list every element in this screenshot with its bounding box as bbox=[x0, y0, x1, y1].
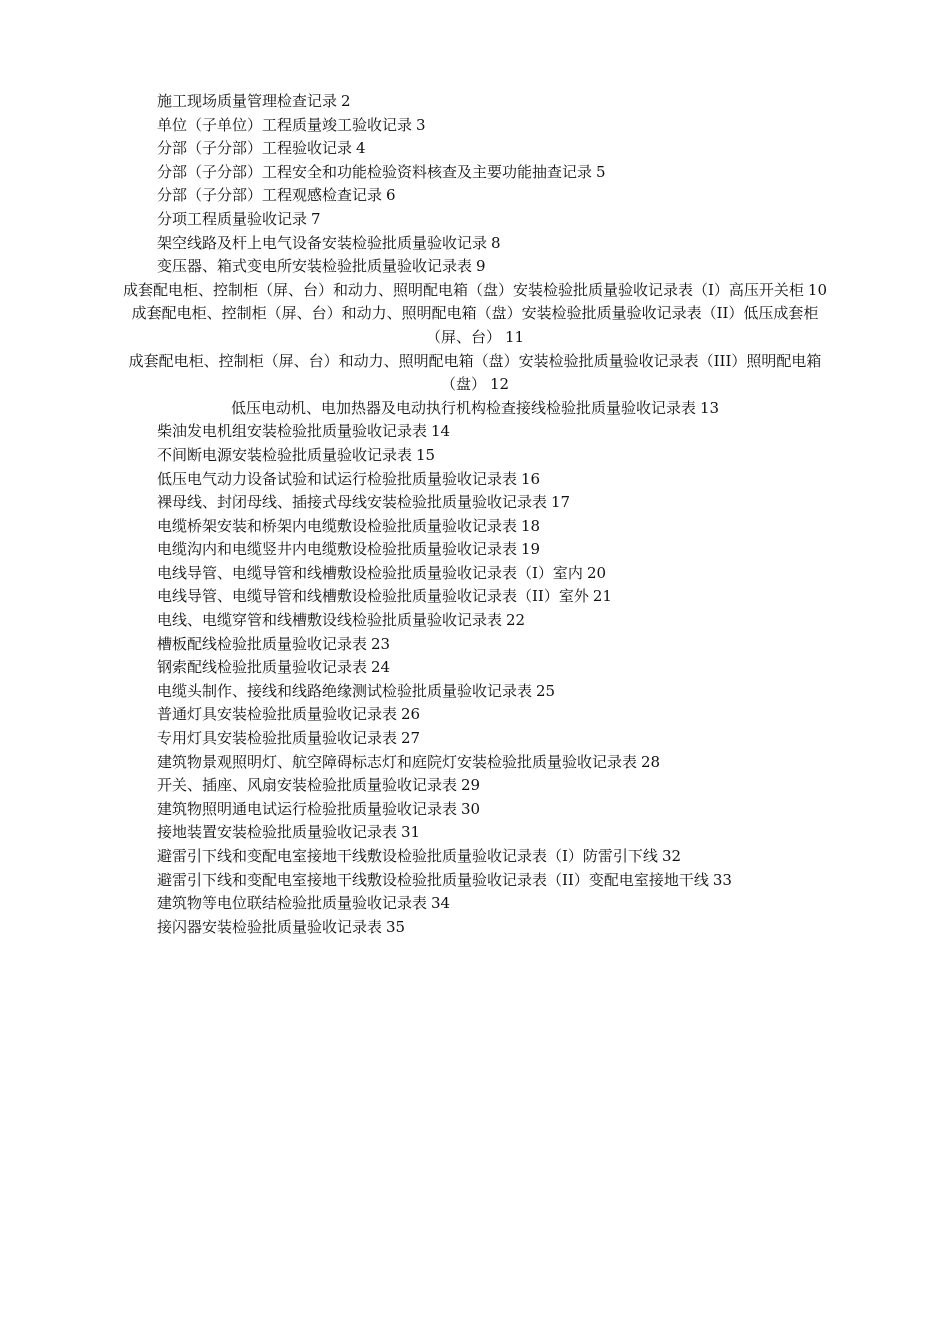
table-of-contents bbox=[0, 90, 950, 939]
toc-entry-page-number: 15 bbox=[416, 445, 436, 464]
toc-entry-title: 低压电动机、电加热器及电动执行机构检查接线检验批质量验收记录表 bbox=[230, 398, 696, 417]
toc-entry bbox=[0, 798, 950, 822]
toc-entry-title: 钢索配线检验批质量验收记录表 bbox=[157, 658, 368, 677]
toc-entry-page-number: 3 bbox=[416, 115, 426, 134]
toc-entry bbox=[0, 137, 950, 161]
toc-entry-page-number: 9 bbox=[476, 257, 486, 276]
toc-entry bbox=[0, 232, 950, 256]
toc-entry-page-number: 24 bbox=[371, 658, 391, 677]
toc-entry-title: 电缆桥架安装和桥架内电缆敷设检验批质量验收记录表 bbox=[157, 516, 518, 535]
toc-entry bbox=[0, 302, 950, 349]
toc-entry-title: 建筑物照明通电试运行检验批质量验收记录表 bbox=[157, 799, 458, 818]
toc-entry-page-number: 21 bbox=[592, 587, 612, 606]
toc-entry bbox=[0, 468, 950, 492]
toc-entry-title: 低压电气动力设备试验和试运行检验批质量验收记录表 bbox=[157, 469, 518, 488]
toc-entry-title: 分部（子分部）工程验收记录 bbox=[157, 139, 353, 158]
toc-entry-page-number: 32 bbox=[661, 847, 682, 865]
toc-entry-title: 专用灯具安装检验批质量验收记录表 bbox=[157, 729, 398, 748]
toc-entry-title: 施工现场质量管理检查记录 bbox=[157, 92, 338, 110]
toc-entry-title: 建筑物等电位联结检验批质量验收记录表 bbox=[157, 894, 428, 913]
toc-entry bbox=[0, 420, 950, 444]
toc-entry-page-number: 27 bbox=[401, 729, 421, 748]
toc-entry-page-number: 14 bbox=[431, 422, 451, 441]
toc-entry bbox=[0, 656, 950, 680]
toc-entry-title: 不间断电源安装检验批质量验收记录表 bbox=[157, 445, 413, 464]
toc-entry-title: 成套配电柜、控制柜（屏、台）和动力、照明配电箱（盘）安装检验批质量验收记录表（III）照明配电箱（盘） bbox=[128, 351, 822, 394]
toc-entry bbox=[0, 633, 950, 657]
toc-entry-page-number: 34 bbox=[431, 894, 451, 913]
toc-entry-page-number: 26 bbox=[401, 705, 421, 724]
toc-entry-page-number: 17 bbox=[551, 493, 571, 512]
toc-entry-page-number: 31 bbox=[401, 823, 421, 842]
toc-entry bbox=[0, 562, 950, 586]
toc-entry bbox=[0, 397, 950, 421]
toc-entry-page-number: 30 bbox=[461, 799, 481, 818]
toc-entry-page-number: 13 bbox=[699, 398, 720, 417]
toc-entry bbox=[0, 208, 950, 232]
toc-entry-title: 分部（子分部）工程安全和功能检验资料核查及主要功能抽查记录 bbox=[157, 162, 593, 181]
toc-entry-title: 电缆头制作、接线和线路绝缘测试检验批质量验收记录表 bbox=[157, 681, 533, 700]
toc-entry-page-number: 5 bbox=[596, 162, 606, 181]
toc-entry bbox=[0, 869, 950, 893]
toc-entry-title: 成套配电柜、控制柜（屏、台）和动力、照明配电箱（盘）安装检验批质量验收记录表（I）高压开关柜 bbox=[122, 280, 804, 299]
toc-entry bbox=[0, 350, 950, 397]
toc-entry-page-number: 10 bbox=[807, 280, 828, 299]
toc-entry bbox=[0, 727, 950, 751]
toc-entry-page-number: 35 bbox=[386, 917, 406, 936]
toc-entry-page-number: 11 bbox=[504, 327, 525, 346]
toc-entry-page-number: 25 bbox=[536, 681, 556, 700]
toc-entry-title: 槽板配线检验批质量验收记录表 bbox=[157, 634, 368, 653]
toc-entry bbox=[0, 892, 950, 916]
toc-entry bbox=[0, 515, 950, 539]
toc-entry-title: 电线、电缆穿管和线槽敷设线检验批质量验收记录表 bbox=[157, 611, 503, 630]
toc-entry bbox=[0, 161, 950, 185]
toc-entry-title: 开关、插座、风扇安装检验批质量验收记录表 bbox=[157, 776, 458, 795]
toc-entry bbox=[0, 609, 950, 633]
toc-entry bbox=[0, 184, 950, 208]
toc-entry-page-number: 20 bbox=[586, 563, 607, 582]
toc-entry bbox=[0, 279, 950, 303]
toc-entry bbox=[0, 444, 950, 468]
toc-entry bbox=[0, 680, 950, 704]
toc-entry bbox=[0, 585, 950, 609]
toc-entry-title: 分项工程质量验收记录 bbox=[157, 209, 308, 228]
toc-entry-title: 变压器、箱式变电所安装检验批质量验收记录表 bbox=[157, 257, 473, 276]
toc-entry bbox=[0, 821, 950, 845]
toc-entry-title: 接地装置安装检验批质量验收记录表 bbox=[157, 823, 398, 842]
toc-entry-page-number: 2 bbox=[341, 92, 351, 110]
toc-entry-title: 电线导管、电缆导管和线槽敷设检验批质量验收记录表（I）室内 bbox=[157, 563, 583, 582]
toc-entry bbox=[0, 491, 950, 515]
toc-entry-page-number: 19 bbox=[521, 540, 541, 559]
toc-entry bbox=[0, 751, 950, 775]
toc-entry-page-number: 6 bbox=[386, 186, 396, 205]
toc-entry-title: 架空线路及杆上电气设备安装检验批质量验收记录 bbox=[157, 233, 488, 252]
toc-entry-title: 单位（子单位）工程质量竣工验收记录 bbox=[157, 115, 413, 134]
toc-entry-page-number: 7 bbox=[311, 209, 321, 228]
toc-entry bbox=[0, 774, 950, 798]
toc-entry-page-number: 16 bbox=[521, 469, 541, 488]
toc-entry-page-number: 12 bbox=[489, 375, 510, 394]
toc-entry-page-number: 28 bbox=[641, 752, 661, 771]
toc-entry-title: 裸母线、封闭母线、插接式母线安装检验批质量验收记录表 bbox=[157, 493, 548, 512]
toc-entry-title: 接闪器安装检验批质量验收记录表 bbox=[157, 917, 383, 936]
toc-entry-title: 柴油发电机组安装检验批质量验收记录表 bbox=[157, 422, 428, 441]
toc-entry-page-number: 29 bbox=[461, 776, 481, 795]
toc-entry-title: 电线导管、电缆导管和线槽敷设检验批质量验收记录表（II）室外 bbox=[157, 587, 589, 606]
toc-entry bbox=[0, 114, 950, 138]
toc-entry bbox=[0, 703, 950, 727]
toc-entry-title: 分部（子分部）工程观感检查记录 bbox=[157, 186, 383, 205]
toc-entry bbox=[0, 916, 950, 940]
toc-entry-page-number: 33 bbox=[712, 870, 732, 889]
toc-entry-page-number: 22 bbox=[506, 611, 526, 630]
toc-entry-title: 建筑物景观照明灯、航空障碍标志灯和庭院灯安装检验批质量验收记录表 bbox=[157, 752, 638, 771]
toc-entry-page-number: 18 bbox=[521, 516, 541, 535]
toc-entry-page-number: 4 bbox=[356, 139, 366, 158]
toc-entry bbox=[0, 255, 950, 279]
toc-entry bbox=[0, 845, 950, 869]
toc-entry bbox=[0, 90, 950, 114]
toc-entry bbox=[0, 538, 950, 562]
toc-entry-page-number: 8 bbox=[491, 233, 501, 252]
toc-entry-page-number: 23 bbox=[371, 634, 391, 653]
toc-entry-title: 成套配电柜、控制柜（屏、台）和动力、照明配电箱（盘）安装检验批质量验收记录表（II）低压成套柜（屏、台） bbox=[131, 304, 819, 346]
toc-entry-title: 普通灯具安装检验批质量验收记录表 bbox=[157, 705, 398, 724]
toc-entry-title: 避雷引下线和变配电室接地干线敷设检验批质量验收记录表（II）变配电室接地干线 bbox=[157, 870, 709, 889]
toc-entry-title: 电缆沟内和电缆竖井内电缆敷设检验批质量验收记录表 bbox=[157, 540, 518, 559]
toc-entry-title: 避雷引下线和变配电室接地干线敷设检验批质量验收记录表（I）防雷引下线 bbox=[157, 847, 658, 865]
